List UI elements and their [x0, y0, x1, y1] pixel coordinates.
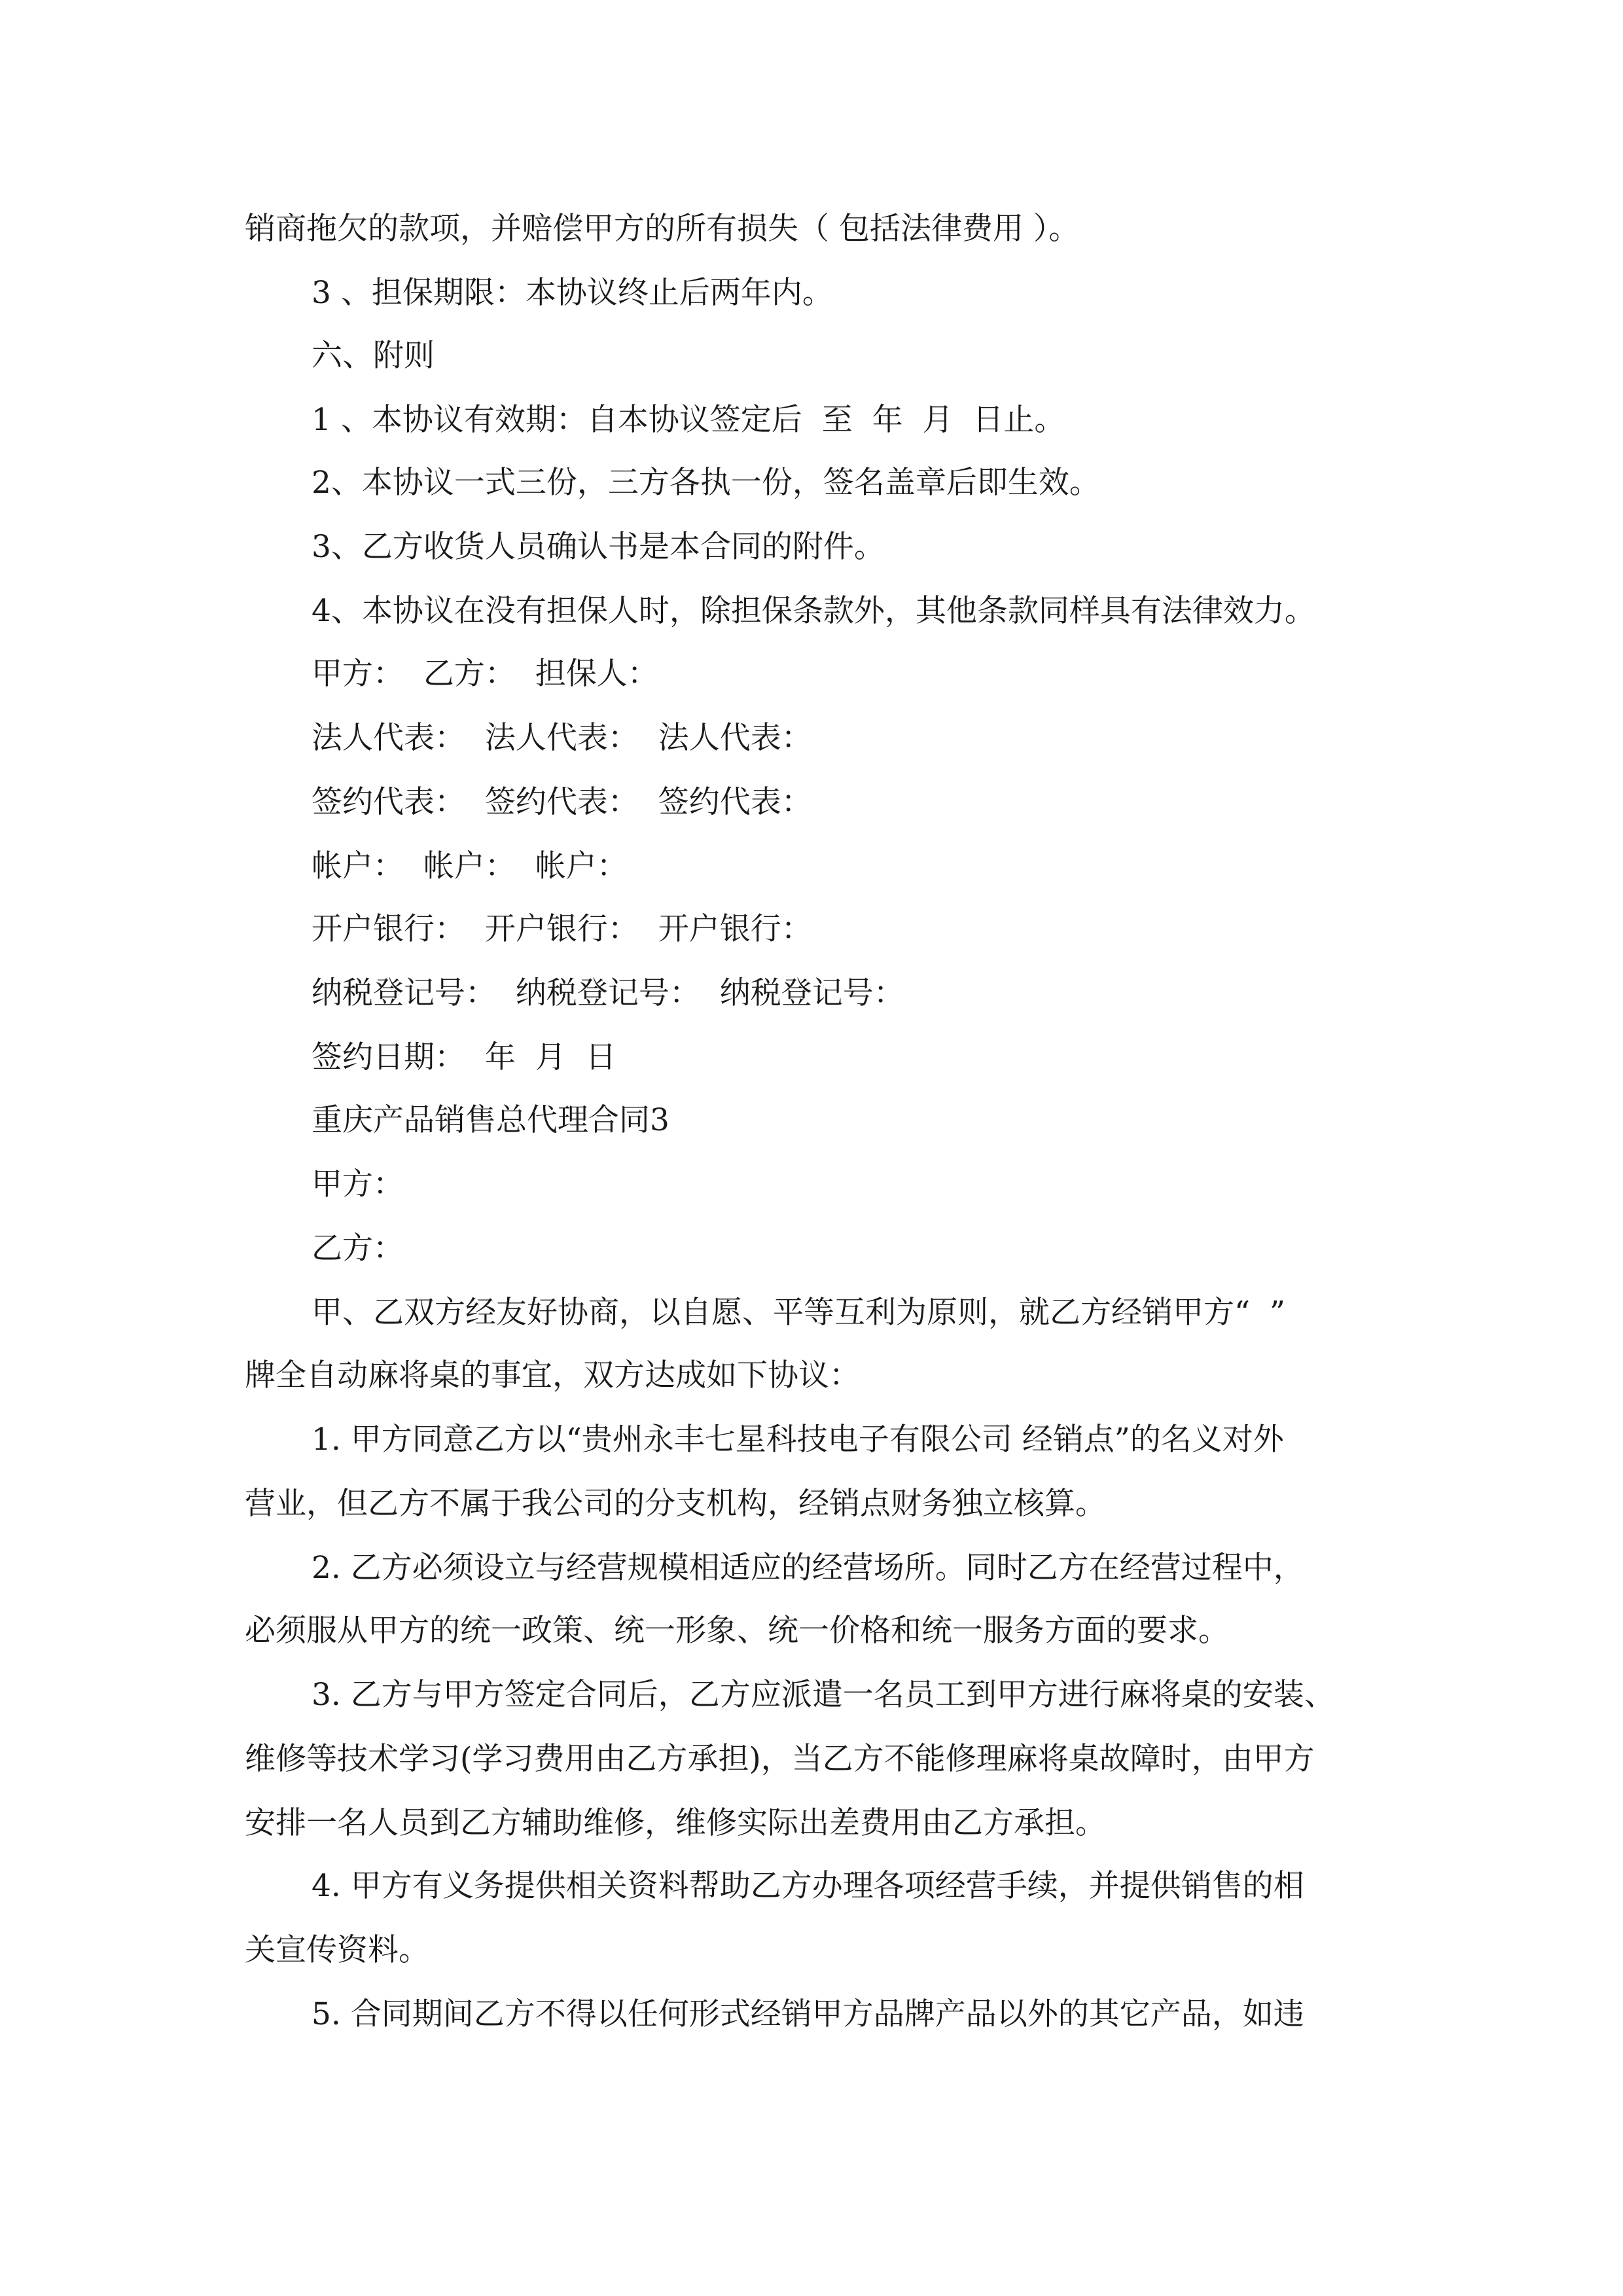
text-line: 3. 乙方与甲方签定合同后，乙方应派遣一名员工到甲方进行麻将桌的安装、 [312, 1677, 1335, 1713]
signature-field-line: 法人代表： 法人代表： 法人代表： [312, 720, 812, 756]
signature-field-line: 签约日期： 年 月 日 [312, 1039, 616, 1075]
text-line: 维修等技术学习(学习费用由乙方承担)，当乙方不能修理麻将桌故障时，由甲方 [245, 1741, 1315, 1777]
party-b-line: 乙方： [312, 1230, 404, 1266]
section-heading: 六、附则 [312, 338, 435, 374]
text-line: 3 、担保期限：本协议终止后两年内。 [312, 275, 833, 311]
text-line: 4. 甲方有义务提供相关资料帮助乙方办理各项经营手续，并提供销售的相 [312, 1868, 1304, 1904]
text-line: 1 、本协议有效期：自本协议签定后 至 年 月 日止。 [312, 402, 1065, 438]
text-line: 销商拖欠的款项，并赔偿甲方的所有损失（ 包括法律费用 ）。 [245, 211, 1080, 247]
text-line: 安排一名人员到乙方辅助维修，维修实际出差费用由乙方承担。 [245, 1805, 1106, 1841]
text-line: 2. 乙方必须设立与经营规模相适应的经营场所。同时乙方在经营过程中， [312, 1550, 1304, 1586]
text-line: 4、本协议在没有担保人时，除担保条款外，其他条款同样具有法律效力。 [312, 593, 1315, 629]
contract-title: 重庆产品销售总代理合同3 [312, 1102, 669, 1138]
signature-field-line: 签约代表： 签约代表： 签约代表： [312, 784, 812, 820]
party-a-line: 甲方： [312, 1166, 404, 1202]
text-line: 必须服从甲方的统一政策、统一形象、统一价格和统一服务方面的要求。 [245, 1613, 1229, 1649]
signature-field-line: 帐户： 帐户： 帐户： [312, 848, 628, 884]
text-line: 2、本协议一式三份，三方各执一份，签名盖章后即生效。 [312, 465, 1100, 501]
text-line: 关宣传资料。 [245, 1932, 429, 1968]
signature-field-line: 纳税登记号： 纳税登记号： 纳税登记号： [312, 975, 904, 1011]
text-line: 甲、乙双方经友好协商，以自愿、平等互利为原则，就乙方经销甲方“ ” [312, 1295, 1285, 1331]
text-line: 1. 甲方同意乙方以“贵州永丰七星科技电子有限公司 经销点”的名义对外 [312, 1422, 1284, 1458]
text-line: 营业，但乙方不属于我公司的分支机构，经销点财务独立核算。 [245, 1486, 1106, 1522]
text-line: 牌全自动麻将桌的事宜，双方达成如下协议： [245, 1357, 860, 1393]
text-line: 3、乙方收货人员确认书是本合同的附件。 [312, 529, 885, 565]
signature-field-line: 甲方： 乙方： 担保人： [312, 656, 658, 692]
text-line: 5. 合同期间乙方不得以任何形式经销甲方品牌产品以外的其它产品，如违 [312, 1996, 1304, 2032]
signature-field-line: 开户银行： 开户银行： 开户银行： [312, 911, 812, 947]
